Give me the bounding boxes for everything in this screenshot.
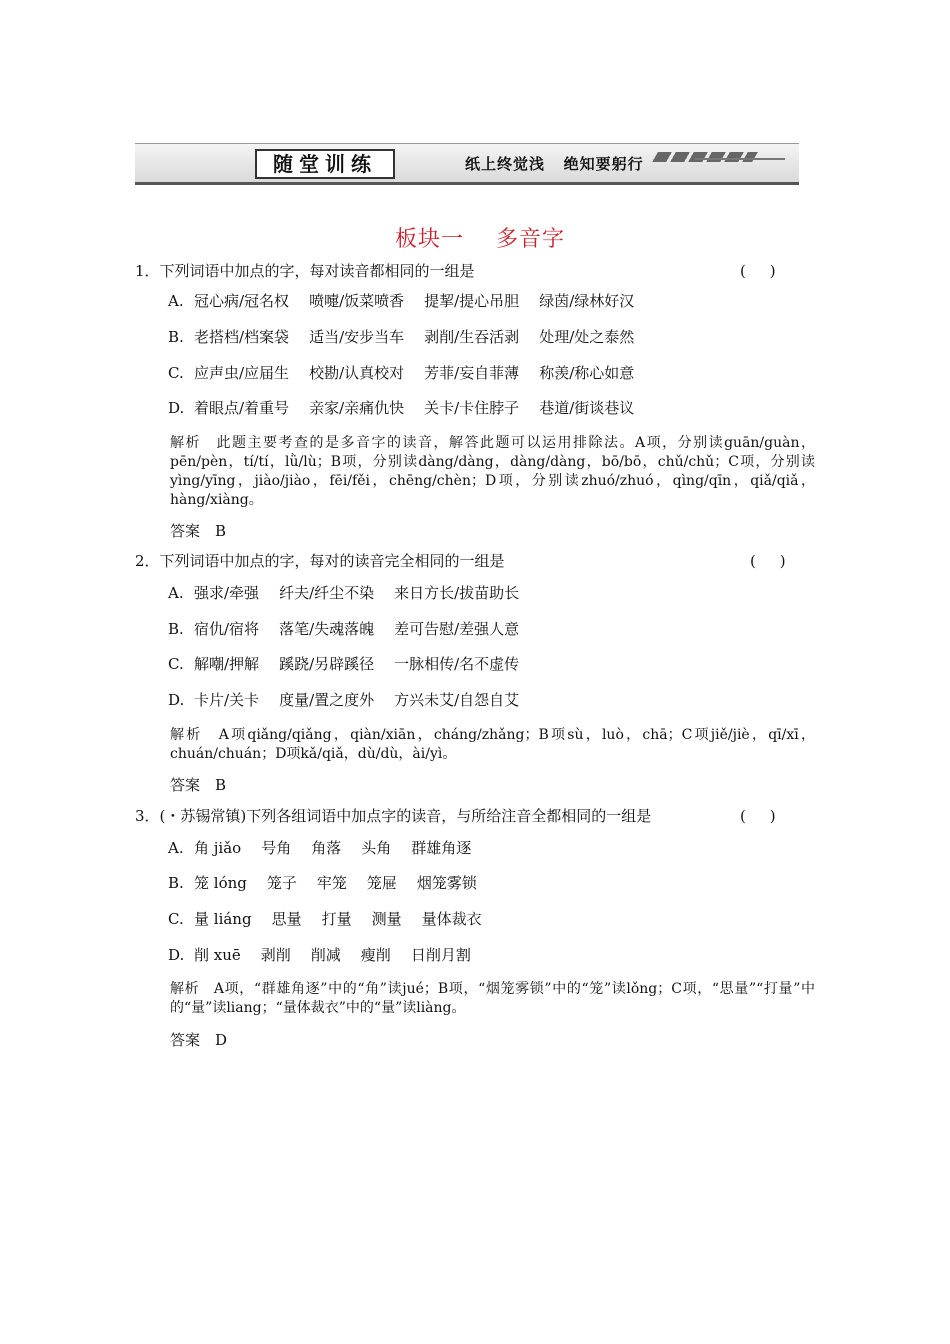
question-3-answer-blank: ( ) xyxy=(740,807,776,825)
section-banner xyxy=(135,143,799,185)
question-2-option-d: D. 卡片/关卡 度量/置之度外 方兴未艾/自怨自艾 xyxy=(168,691,520,709)
question-2-option-a: A. 强求/牵强 纤夫/纤尘不染 来日方长/拔苗助长 xyxy=(168,584,520,602)
question-1-option-c: C. 应声虫/应届生 校勘/认真校对 芳菲/妄自菲薄 称羡/称心如意 xyxy=(168,364,635,382)
question-3-option-b: B. 笼 lóng 笼子 牢笼 笼屉 烟笼雾锁 xyxy=(168,874,477,892)
banner-title: 随堂训练 xyxy=(255,149,395,179)
question-2-option-b: B. 宿仇/宿将 落笔/失魂落魄 差可告慰/差强人意 xyxy=(168,620,520,638)
question-3-option-c: C. 量 liáng 思量 打量 测量 量体裁衣 xyxy=(168,910,482,928)
section-title: 板块一 多音字 xyxy=(395,227,565,252)
banner-line-decoration xyxy=(695,158,785,160)
banner-stripes-decoration xyxy=(652,152,758,162)
question-3-option-d: D. 削 xuē 剥削 削减 瘦削 日削月割 xyxy=(168,946,471,964)
question-2-option-c: C. 解嘲/押解 蹊跷/另辟蹊径 一脉相传/名不虚传 xyxy=(168,655,520,673)
question-1-analysis: 解析 此题主要考查的是多音字的读音，解答此题可以运用排除法。A项，分别读guān/guàn，pēn/pèn，tí/tí，lǜ/lù；B项，分别读dàng/dàng，dàng/dàng，bō/bō，chǔ/chǔ；C项，分别读yìng/yīng，jiào/jiào，fēi/fěi，chēng/chèn；D项，分别读zhuó/zhuó，qìng/qīn，qiǎ/qiǎ，hàng/xiàng。 xyxy=(170,435,815,508)
question-2-analysis: 解析 A项qiǎng/qiǎng，qiàn/xiān，cháng/zhǎng；B项sù，luò，chā；C项jiě/jiè，qī/xī，chuán/chuán；D项kǎ/qiǎ，dù/dù，ài/yì。 xyxy=(170,727,815,762)
question-3-analysis: 解析 A项，“群雄角逐”中的“角”读jué；B项，“烟笼雾锁”中的“笼”读lǒng；C项，“思量”“打量”中的“量”读liang；“量体裁衣”中的“量”读liàng。 xyxy=(170,981,815,1016)
question-3-answer: 答案 D xyxy=(170,1031,228,1049)
question-2-stem: 2．下列词语中加点的字，每对的读音完全相同的一组是 xyxy=(135,552,505,570)
question-1-answer-blank: ( ) xyxy=(740,262,776,280)
question-1-option-a: A. 冠心病/冠名权 喷嚏/饭菜喷香 提挈/提心吊胆 绿茵/绿林好汉 xyxy=(168,292,635,310)
question-3-option-a: A. 角 jiǎo 号角 角落 头角 群雄角逐 xyxy=(168,839,472,857)
question-1-answer: 答案 B xyxy=(170,522,227,540)
question-1-option-b: B. 老搭档/档案袋 适当/安步当车 剥削/生吞活剥 处理/处之泰然 xyxy=(168,328,635,346)
question-2-answer-blank: ( ) xyxy=(750,552,786,570)
banner-slogan: 纸上终觉浅 绝知要躬行 xyxy=(465,155,644,173)
question-3-stem: 3．(・苏锡常镇)下列各组词语中加点字的读音，与所给注音全都相同的一组是 xyxy=(135,807,652,825)
question-1-stem: 1．下列词语中加点的字，每对读音都相同的一组是 xyxy=(135,262,475,280)
question-1-option-d: D. 着眼点/着重号 亲家/亲痛仇快 关卡/卡住脖子 巷道/街谈巷议 xyxy=(168,399,635,417)
question-2-answer: 答案 B xyxy=(170,776,227,794)
